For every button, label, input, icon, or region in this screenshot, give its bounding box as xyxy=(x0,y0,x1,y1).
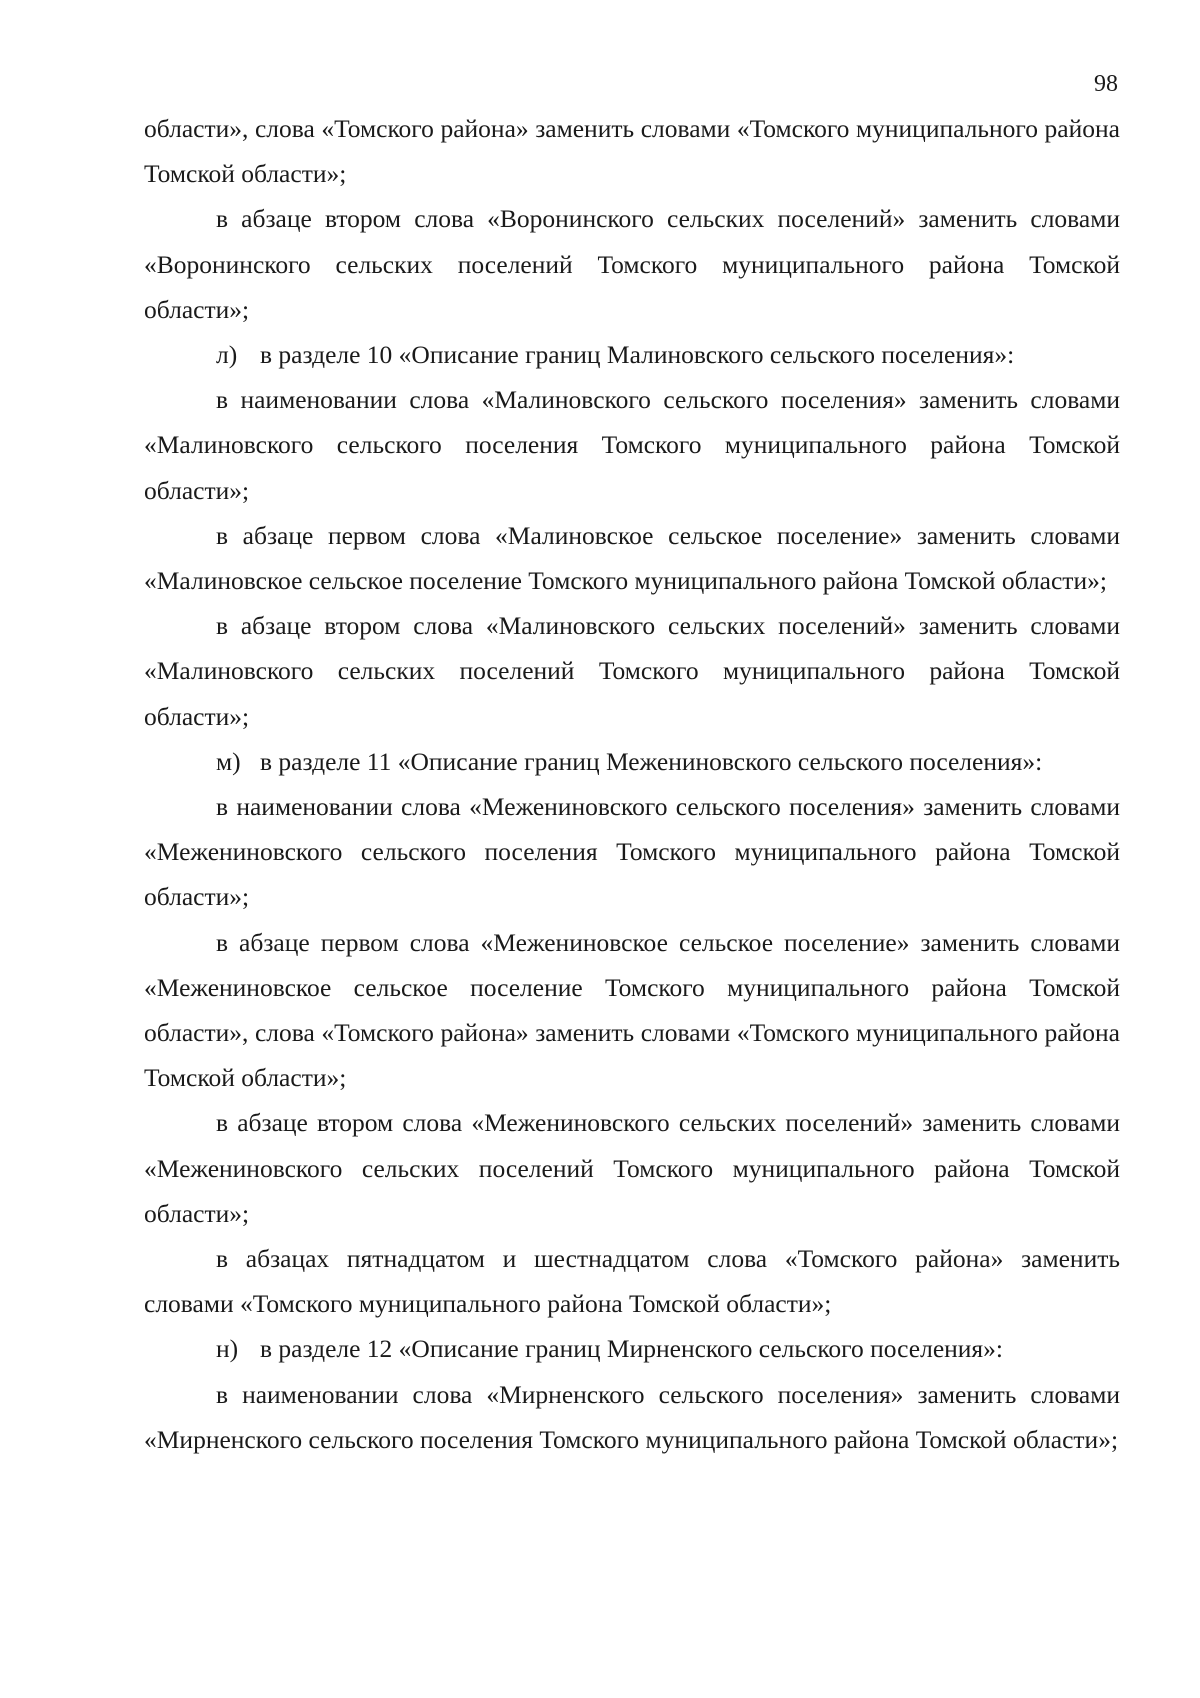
paragraph: области», слова «Томского района» заменить словами «Томского муниципального района Томской области»; xyxy=(144,114,1120,189)
paragraph: в наименовании слова «Межениновского сельского поселения» заменить словами «Межениновского сельского поселения Томского муниципального района Томской области»; xyxy=(144,792,1120,912)
paragraph: в абзаце втором слова «Воронинского сельских поселений» заменить словами «Воронинского сельских поселений Томского муниципального района Томской области»; xyxy=(144,204,1120,324)
list-item-letter: м) xyxy=(216,746,241,776)
list-item xyxy=(144,1326,1120,1371)
paragraph: в наименовании слова «Малиновского сельского поселения» заменить словами «Малиновского сельского поселения Томского муниципального района Томской области»; xyxy=(144,385,1120,505)
list-item-text: в разделе 12 «Описание границ Мирненского сельского поселения»: xyxy=(260,1334,1003,1364)
paragraph: в абзаце втором слова «Межениновского сельских поселений» заменить словами «Межениновского сельских поселений Томского муниципального района Томской области»; xyxy=(144,1108,1120,1228)
list-item xyxy=(144,739,1120,784)
paragraph: в наименовании слова «Мирненского сельского поселения» заменить словами «Мирненского сельского поселения Томского муниципального района Томской области»; xyxy=(144,1379,1120,1454)
list-item-text: в разделе 11 «Описание границ Межениновского сельского поселения»: xyxy=(260,746,1043,776)
document-body xyxy=(144,106,1120,1462)
paragraph: в абзаце первом слова «Межениновское сельское поселение» заменить словами «Межениновское сельское поселение Томского муниципального района Томской области», слова «Томского района» заменить словами «Томского муниципального района Томской области»; xyxy=(144,927,1120,1093)
paragraph: в абзаце втором слова «Малиновского сельских поселений» заменить словами «Малиновского сельских поселений Томского муниципального района Томской области»; xyxy=(144,611,1120,731)
list-item-letter: л) xyxy=(216,340,238,370)
page-number: 98 xyxy=(1094,71,1118,97)
list-item-text: в разделе 10 «Описание границ Малиновского сельского поселения»: xyxy=(260,340,1015,370)
list-item-letter: н) xyxy=(216,1334,239,1364)
paragraph: в абзацах пятнадцатом и шестнадцатом слова «Томского района» заменить словами «Томского муниципального района Томской области»; xyxy=(144,1244,1120,1319)
paragraph: в абзаце первом слова «Малиновское сельское поселение» заменить словами «Малиновское сельское поселение Томского муниципального района Томской области»; xyxy=(144,520,1120,596)
list-item xyxy=(144,332,1120,377)
